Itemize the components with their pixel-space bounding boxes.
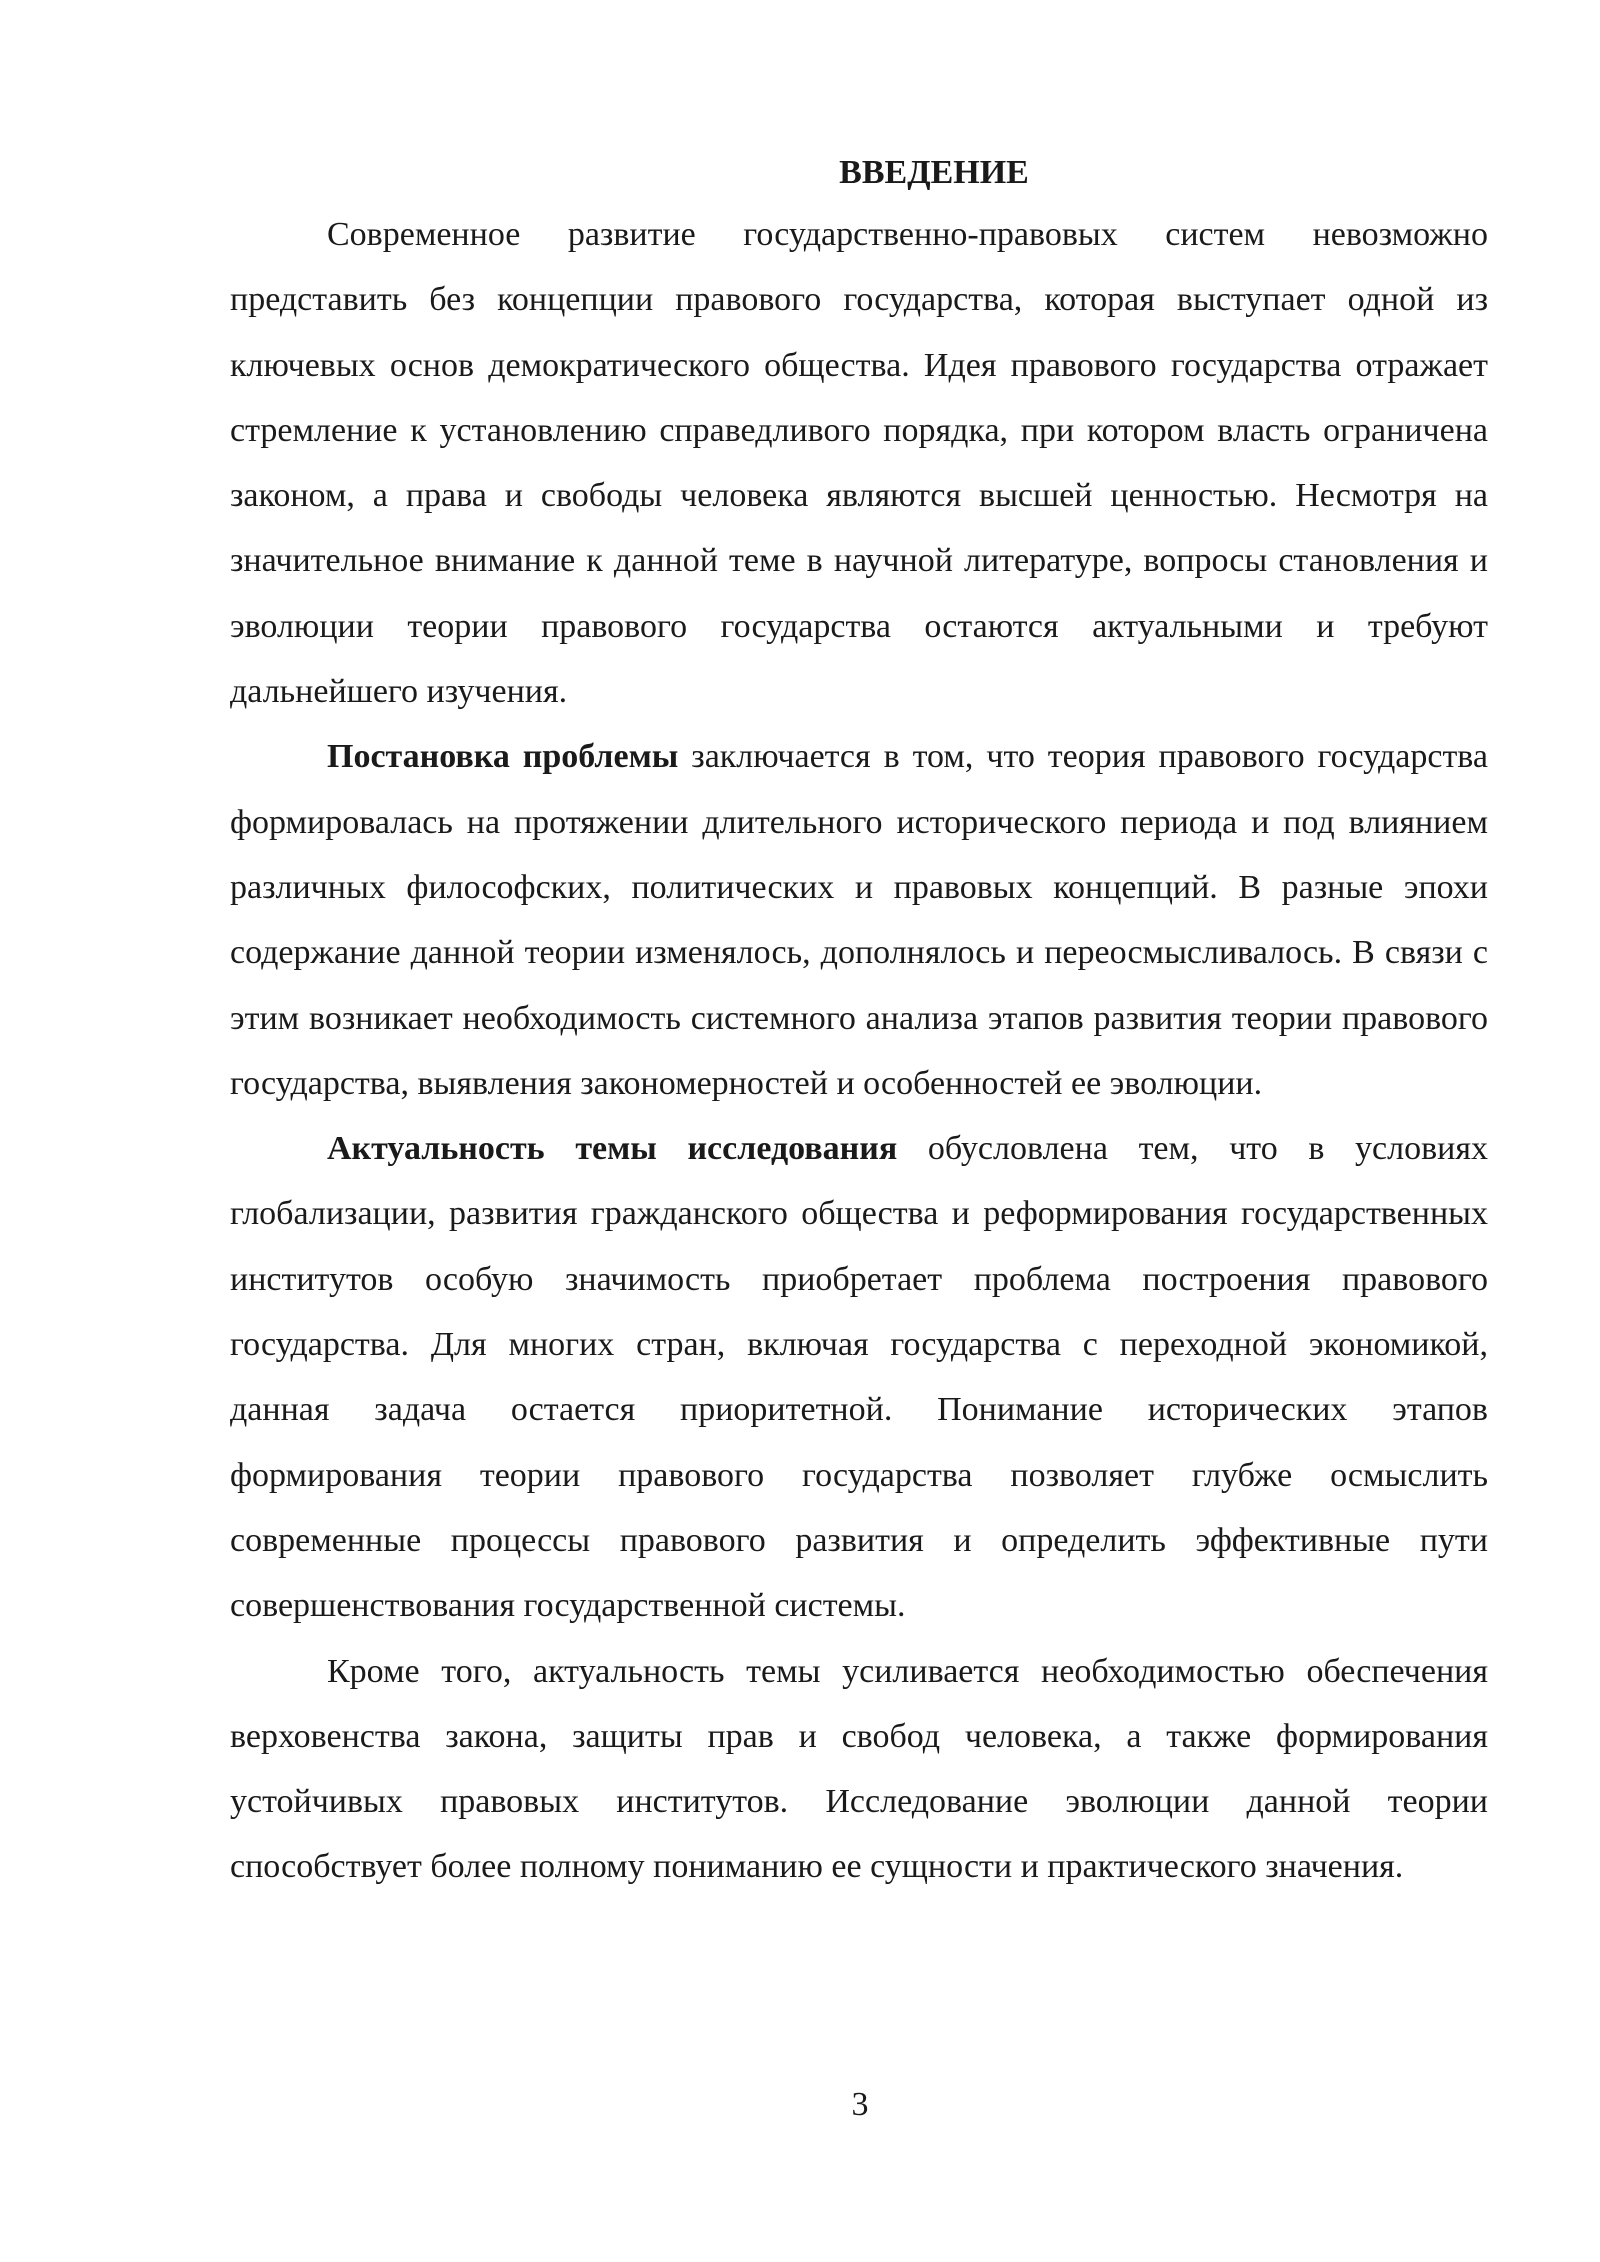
paragraph-relevance (230, 1116, 1488, 1638)
page-number: 3 (851, 2086, 869, 2123)
paragraph-text: Кроме того, актуальность темы усиливается необходимостью обеспечения верховенства закона, защиты прав и свобод человека, а также формирования устойчивых правовых институтов. Исследование эволюции данной теории способствует более полному пониманию ее сущности и практического значения. (230, 1652, 1488, 1886)
section-heading: ВВЕДЕНИЕ (839, 154, 1029, 191)
paragraph-text: заключается в том, что теория правового государства формировалась на протяжении длительного исторического периода и под влиянием различных философских, политических и правовых концепций. В разные эпохи содержание данной теории изменялось, дополнялось и переосмысливалось. В связи с этим возникает необходимость системного анализа этапов развития теории правового государства, выявления закономерностей и особенностей ее эволюции. (230, 738, 1489, 1102)
paragraph-text: Современное развитие государственно-правовых систем невозможно представить без концепции правового государства, которая выступает одной из ключевых основ демократического общества. Идея правового государства отражает стремление к установлению справедливого порядка, при котором власть ограничена законом, а права и свободы человека являются высшей ценностью. Несмотря на значительное внимание к данной теме в научной литературе, вопросы становления и эволюции теории правового государства остаются актуальными и требуют дальнейшего изучения. (230, 216, 1488, 711)
paragraph-additional-relevance (230, 1639, 1488, 1900)
paragraph-text: обусловлена тем, что в условиях глобализации, развития гражданского общества и реформирования государственных институтов особую значимость приобретает проблема построения правового государства. Для многих стран, включая государства с переходной экономикой, данная задача остается приоритетной. Понимание исторических этапов формирования теории правового государства позволяет глубже осмыслить современные процессы правового развития и определить эффективные пути совершенствования государственной системы. (230, 1130, 1489, 1625)
paragraph-lead-bold: Постановка проблемы (327, 738, 679, 776)
paragraph-problem-statement (230, 724, 1488, 1116)
paragraph-lead-bold: Актуальность темы исследования (327, 1130, 898, 1168)
paragraph-introduction (230, 202, 1488, 724)
document-page (230, 150, 1488, 1900)
